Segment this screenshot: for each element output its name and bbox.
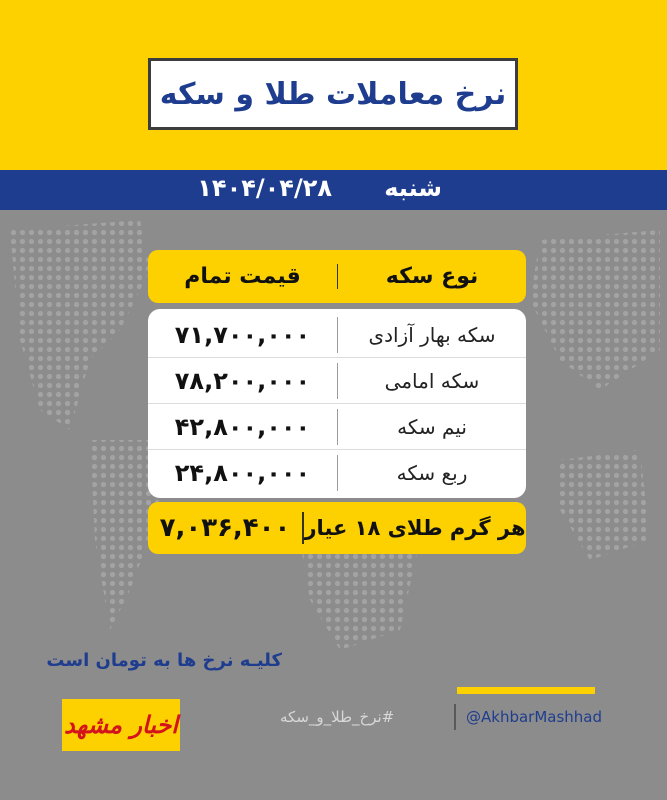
hashtag-link[interactable]: #نرخ_طلا_و_سکه <box>280 708 395 726</box>
currency-note: کلیـه نرخ ها به تومان است <box>46 650 282 671</box>
gold-value: ۷,۰۳۶,۴۰۰ <box>159 513 291 543</box>
date-bar <box>0 170 667 210</box>
gold-price-bar <box>148 502 526 554</box>
coin-price: ۴۲,۸۰۰,۰۰۰ <box>174 412 311 441</box>
col-type-header: نوع سکه <box>337 264 526 289</box>
coin-name: سکه امامی <box>337 363 526 399</box>
coin-price: ۷۱,۷۰۰,۰۰۰ <box>174 320 311 349</box>
akhbar-mashhad-logo <box>62 699 180 751</box>
coin-price: ۷۸,۲۰۰,۰۰۰ <box>174 366 311 395</box>
coin-price: ۲۴,۸۰۰,۰۰۰ <box>174 458 311 487</box>
channel-handle-link[interactable]: @AkhbarMashhad <box>466 708 603 726</box>
title-box <box>148 58 518 130</box>
header-banner <box>0 0 667 170</box>
coin-name: نیم سکه <box>337 409 526 445</box>
footer-divider <box>454 704 456 730</box>
table-body <box>148 309 526 498</box>
date-label: ۱۴۰۴/۰۴/۲۸ <box>197 174 332 202</box>
table-header <box>148 250 526 303</box>
day-label: شنبه <box>384 174 442 202</box>
page-title: نرخ معاملات طلا و سکه <box>159 76 507 112</box>
table-row <box>148 449 526 495</box>
coin-price-table <box>148 250 526 498</box>
gold-label: هر گرم طلای ۱۸ عیار <box>302 512 526 544</box>
table-row <box>148 403 526 449</box>
coin-name: سکه بهار آزادی <box>337 317 526 353</box>
coin-name: ربع سکه <box>337 455 526 491</box>
logo-text: اخبار مشهد <box>64 711 178 739</box>
table-row <box>148 357 526 403</box>
col-price-header: قیمت تمام <box>184 264 301 289</box>
accent-strip <box>457 687 595 694</box>
table-row <box>148 312 526 357</box>
